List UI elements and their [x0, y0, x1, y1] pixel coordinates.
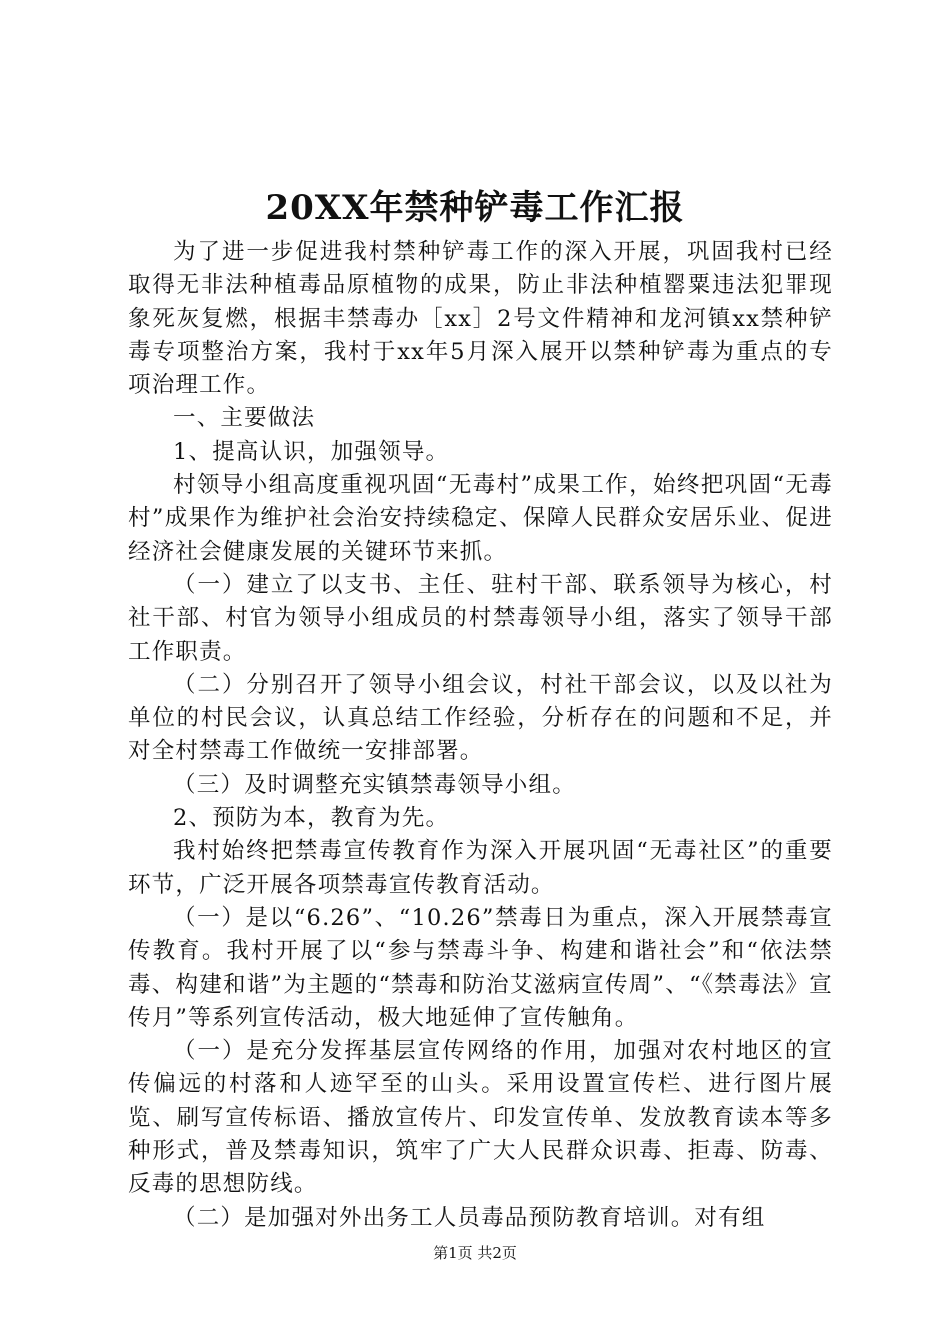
list-item: （二）是加强对外出务工人员毒品预防教育培训。对有组 [173, 1204, 766, 1231]
subsection-heading: 1、提高认识，加强领导。 [173, 438, 450, 465]
section-heading: 一、主要做法 [173, 405, 316, 432]
document-body [128, 236, 833, 1235]
list-item: （三）及时调整充实镇禁毒领导小组。 [173, 771, 576, 798]
list-item: （二）分别召开了领导小组会议，村社干部会议，以及以社为单位的村民会议，认真总结工作经验，分析存在的问题和不足，并对全村禁毒工作做统一安排部署。 [128, 671, 833, 765]
document-title: 20XX年禁种铲毒工作汇报 [265, 188, 685, 228]
page-footer: 第1页 共2页 [433, 1244, 517, 1262]
list-item: （一）是以“6.26”、“10.26”禁毒日为重点，深入开展禁毒宣传教育。我村开展了以“参与禁毒斗争、构建和谐社会”和“依法禁毒、构建和谐”为主题的“禁毒和防治艾滋病宣传周”、“《禁毒法》宣传月”等系列宣传活动，极大地延伸了宣传触角。 [128, 904, 833, 1031]
list-item: （一）是充分发挥基层宣传网络的作用，加强对农村地区的宣传偏远的村落和人迹罕至的山头。采用设置宣传栏、进行图片展览、刷写宣传标语、播放宣传片、印发宣传单、发放教育读本等多种形式，普及禁毒知识，筑牢了广大人民群众识毒、拒毒、防毒、反毒的思想防线。 [128, 1038, 833, 1198]
paragraph-intro: 为了进一步促进我村禁种铲毒工作的深入开展，巩固我村已经取得无非法种植毒品原植物的成果，防止非法种植罂粟违法犯罪现象死灰复燃，根据丰禁毒办［xx］2号文件精神和龙河镇xx禁种铲毒专项整治方案，我村于xx年5月深入展开以禁种铲毒为重点的专项治理工作。 [128, 239, 833, 399]
list-item: （一）建立了以支书、主任、驻村干部、联系领导为核心，村社干部、村官为领导小组成员的村禁毒领导小组，落实了领导干部工作职责。 [128, 571, 833, 665]
paragraph: 我村始终把禁毒宣传教育作为深入开展巩固“无毒社区”的重要环节，广泛开展各项禁毒宣传教育活动。 [128, 838, 833, 898]
subsection-heading: 2、预防为本，教育为先。 [173, 805, 450, 832]
paragraph: 村领导小组高度重视巩固“无毒村”成果工作，始终把巩固“无毒村”成果作为维护社会治安持续稳定、保障人民群众安居乐业、促进经济社会健康发展的关键环节来抓。 [128, 472, 833, 565]
